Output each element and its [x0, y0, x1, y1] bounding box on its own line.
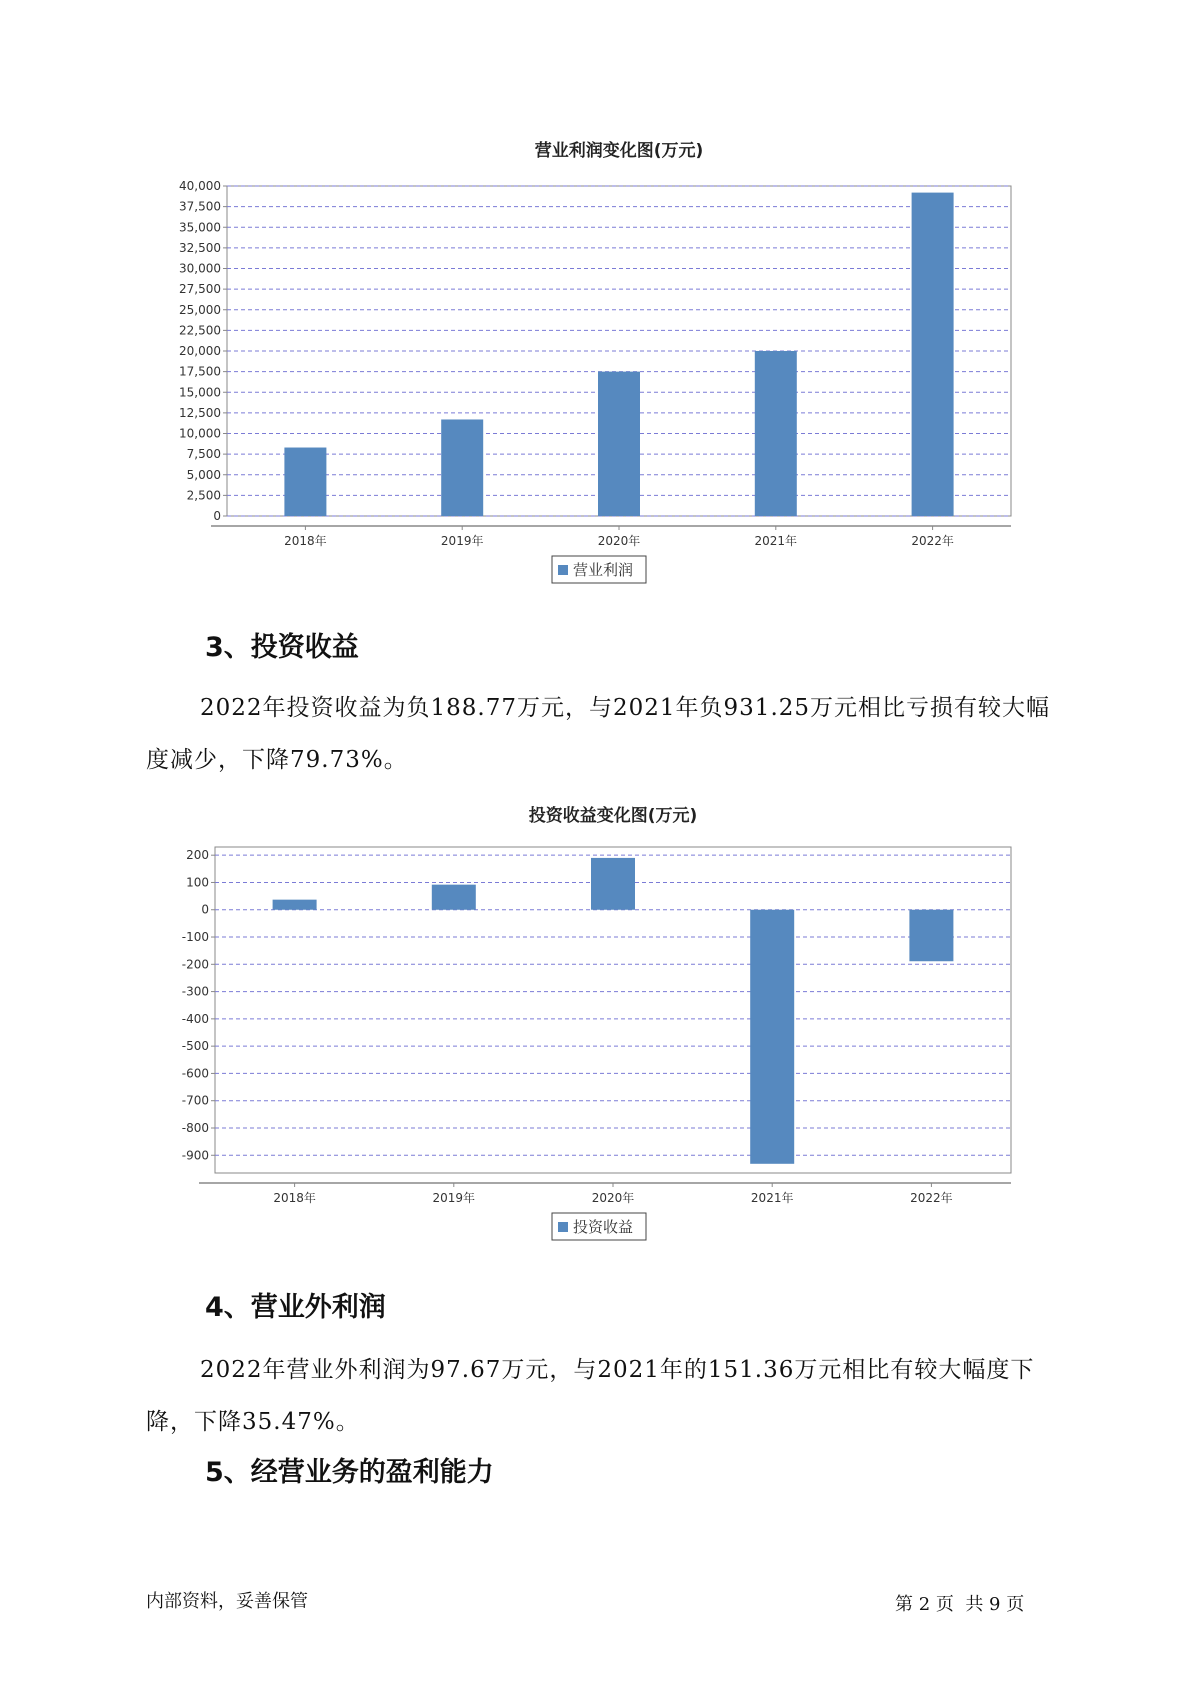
y-tick-label: -500	[181, 1039, 209, 1054]
y-tick-label: 25,000	[179, 302, 221, 317]
bar-2022年	[912, 193, 954, 516]
y-tick-label: 0	[213, 509, 221, 523]
y-tick-label: 37,500	[179, 199, 221, 214]
y-tick-label: 10,000	[179, 426, 221, 441]
footer-page-number: 第 2 页 共 9 页	[895, 1594, 1025, 1615]
x-tick-label: 2022年	[910, 1191, 953, 1205]
x-tick-label: 2019年	[440, 534, 484, 548]
bar-2018年	[273, 900, 317, 910]
bar-2019年	[441, 419, 483, 516]
x-tick-label: 2019年	[432, 1191, 476, 1205]
operating-profit-chart	[0, 130, 1191, 600]
section-3-paragraph: 2022年投资收益为负188.77万元，与2021年负931.25万元相比亏损有较大幅度减少，下降79.73%。	[146, 695, 1051, 773]
legend-swatch	[558, 565, 568, 575]
y-tick-label: 32,500	[179, 240, 221, 255]
y-tick-label: -900	[181, 1148, 209, 1163]
y-tick-label: 20,000	[179, 344, 221, 358]
operating-profit-chart-svg	[0, 130, 1191, 600]
section-4-paragraph: 2022年营业外利润为97.67万元，与2021年的151.36万元相比有较大幅度下降，下降35.47%。	[146, 1357, 1035, 1435]
y-tick-label: -400	[181, 1011, 209, 1026]
y-tick-label: 40,000	[179, 179, 221, 193]
bar-2020年	[591, 858, 635, 910]
x-tick-label: 2021年	[750, 1191, 794, 1205]
x-tick-label: 2018年	[284, 534, 327, 548]
y-tick-label: 17,500	[179, 364, 221, 379]
section-5-heading: 5、经营业务的盈利能力	[205, 1457, 494, 1488]
bar-2021年	[750, 910, 794, 1164]
legend-swatch	[558, 1222, 568, 1232]
section-4-heading: 4、营业外利润	[205, 1292, 386, 1323]
y-tick-label: 0	[201, 902, 209, 917]
investment-income-chart	[0, 795, 1191, 1265]
y-tick-label: -600	[181, 1066, 209, 1081]
y-tick-label: 12,500	[179, 405, 221, 420]
y-tick-label: 22,500	[179, 323, 221, 338]
investment-income-chart-svg	[0, 795, 1191, 1265]
section-3-heading: 3、投资收益	[205, 632, 359, 663]
y-tick-label: 2,500	[186, 488, 221, 503]
bar-2022年	[909, 910, 953, 961]
x-tick-label: 2020年	[597, 534, 641, 548]
y-tick-label: -800	[181, 1120, 209, 1135]
y-tick-label: 100	[186, 875, 209, 890]
footer-confidential-note: 内部资料，妥善保管	[146, 1591, 308, 1612]
y-tick-label: -200	[181, 957, 209, 972]
x-tick-label: 2021年	[754, 534, 798, 548]
x-tick-label: 2022年	[911, 534, 954, 548]
y-tick-label: 27,500	[179, 282, 221, 297]
bar-2019年	[432, 885, 476, 910]
chart-title: 营业利润变化图(万元)	[534, 141, 704, 161]
y-tick-label: 35,000	[179, 220, 221, 235]
y-tick-label: 30,000	[179, 261, 221, 276]
y-tick-label: -700	[181, 1093, 209, 1108]
y-tick-label: 5,000	[186, 467, 221, 482]
y-tick-label: 200	[186, 848, 209, 863]
bar-2018年	[284, 448, 326, 516]
bar-2020年	[598, 372, 640, 516]
legend-label: 投资收益	[573, 1218, 634, 1236]
y-tick-label: -300	[181, 984, 209, 999]
y-tick-label: -100	[181, 930, 209, 945]
bar-2021年	[755, 351, 797, 516]
x-tick-label: 2020年	[591, 1191, 635, 1205]
legend-label: 营业利润	[573, 561, 634, 579]
chart-title: 投资收益变化图(万元)	[528, 806, 698, 826]
y-tick-label: 15,000	[179, 385, 221, 400]
y-tick-label: 7,500	[186, 447, 221, 462]
x-tick-label: 2018年	[273, 1191, 316, 1205]
